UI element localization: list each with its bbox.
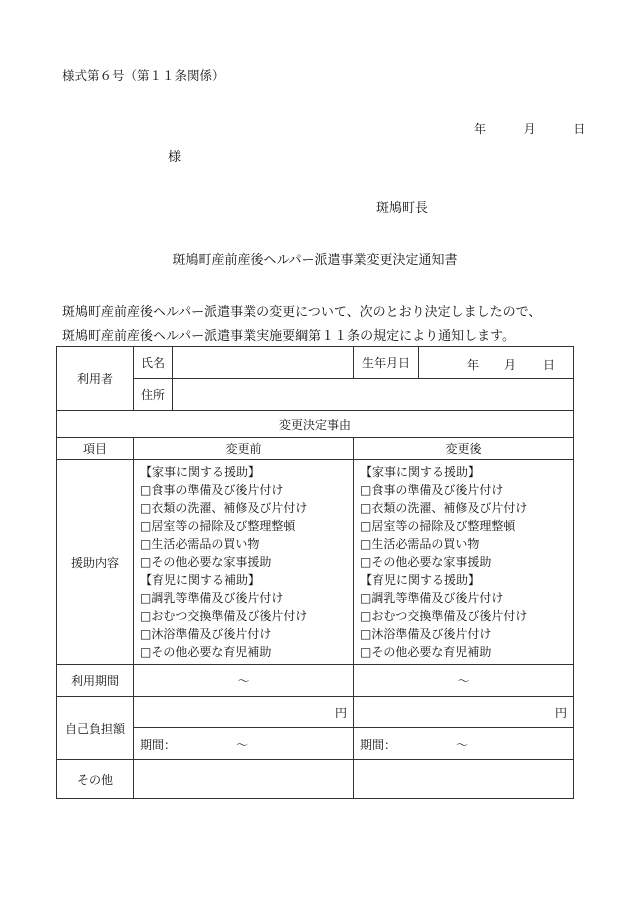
copay-label: 自己負担額: [57, 697, 134, 760]
address-field[interactable]: [173, 379, 574, 411]
form-number: 様式第６号（第１１条関係）: [62, 68, 225, 83]
addressee-suffix: 様: [168, 150, 182, 165]
tilde: ～: [236, 738, 249, 752]
copay-period-label: 期間：: [140, 738, 177, 752]
before-other-field[interactable]: [134, 760, 354, 799]
date-month-label: 月: [523, 122, 536, 136]
after-copay-field[interactable]: [354, 697, 574, 728]
item-header: 項目: [57, 438, 134, 460]
assistance-label: 援助内容: [57, 460, 134, 665]
period-label: 利用期間: [57, 665, 134, 697]
list-item[interactable]: □居室等の掃除及び整理整頓: [140, 519, 296, 533]
reason-header: 変更決定事由: [57, 411, 574, 438]
dob-day-label: 日: [543, 358, 556, 372]
list-item: 【育児に関する補助】: [140, 573, 261, 587]
list-item[interactable]: □その他必要な家事援助: [140, 555, 272, 569]
list-item[interactable]: □調乳等準備及び後片付け: [140, 591, 284, 605]
list-item[interactable]: □沐浴準備及び後片付け: [360, 627, 492, 641]
user-label: 利用者: [57, 347, 134, 411]
after-copay-period[interactable]: [354, 728, 574, 760]
after-assistance-list: [354, 460, 574, 665]
body-text-line-2: 斑鳩町産前産後ヘルパー派遣事業実施要綱第１１条の規定により通知します。: [62, 329, 516, 344]
list-item[interactable]: □衣類の洗濯、補修及び片付け: [360, 501, 528, 515]
document-title: 斑鳩町産前産後ヘルパー派遣事業変更決定通知書: [172, 253, 458, 268]
before-copay-field[interactable]: [134, 697, 354, 728]
list-item[interactable]: □その他必要な育児補助: [140, 645, 272, 659]
date-year-label: 年: [474, 122, 487, 136]
name-field[interactable]: [173, 347, 354, 379]
before-copay-period[interactable]: [134, 728, 354, 760]
list-item: 【育児に関する援助】: [360, 573, 481, 587]
dob-label: 生年月日: [354, 347, 419, 379]
tilde: ～: [457, 674, 470, 688]
dob-field[interactable]: [419, 347, 574, 379]
list-item[interactable]: □その他必要な育児補助: [360, 645, 492, 659]
yen-unit: 円: [334, 705, 347, 720]
issue-date: [474, 120, 585, 137]
list-item[interactable]: □調乳等準備及び後片付け: [360, 591, 504, 605]
list-item[interactable]: □生活必需品の買い物: [360, 537, 480, 551]
dob-month-label: 月: [504, 358, 517, 372]
dob-year-label: 年: [467, 358, 480, 372]
list-item[interactable]: □衣類の洗濯、補修及び片付け: [140, 501, 308, 515]
name-label: 氏名: [134, 347, 173, 379]
before-period-field[interactable]: [134, 665, 354, 697]
list-item[interactable]: □生活必需品の買い物: [140, 537, 260, 551]
before-assistance-list: [134, 460, 354, 665]
copay-period-label: 期間：: [360, 738, 397, 752]
yen-unit: 円: [554, 705, 567, 720]
other-label: その他: [57, 760, 134, 799]
tilde: ～: [237, 674, 250, 688]
list-item: 【家事に関する援助】: [140, 465, 261, 479]
tilde: ～: [456, 738, 469, 752]
list-item[interactable]: □その他必要な家事援助: [360, 555, 492, 569]
list-item[interactable]: □おむつ交換準備及び後片付け: [140, 609, 308, 623]
list-item[interactable]: □食事の準備及び後片付け: [360, 483, 504, 497]
after-header: 変更後: [354, 438, 574, 460]
list-item[interactable]: □食事の準備及び後片付け: [140, 483, 284, 497]
before-header: 変更前: [134, 438, 354, 460]
change-decision-table: [56, 346, 574, 799]
date-day-label: 日: [573, 122, 586, 136]
list-item[interactable]: □おむつ交換準備及び後片付け: [360, 609, 528, 623]
address-label: 住所: [134, 379, 173, 411]
after-period-field[interactable]: [354, 665, 574, 697]
after-other-field[interactable]: [354, 760, 574, 799]
list-item[interactable]: □居室等の掃除及び整理整頓: [360, 519, 516, 533]
body-text-line-1: 斑鳩町産前産後ヘルパー派遣事業の変更について、次のとおり決定しましたので、: [62, 305, 542, 320]
issuer-name: 斑鳩町長: [376, 201, 429, 216]
list-item: 【家事に関する援助】: [360, 465, 481, 479]
list-item[interactable]: □沐浴準備及び後片付け: [140, 627, 272, 641]
